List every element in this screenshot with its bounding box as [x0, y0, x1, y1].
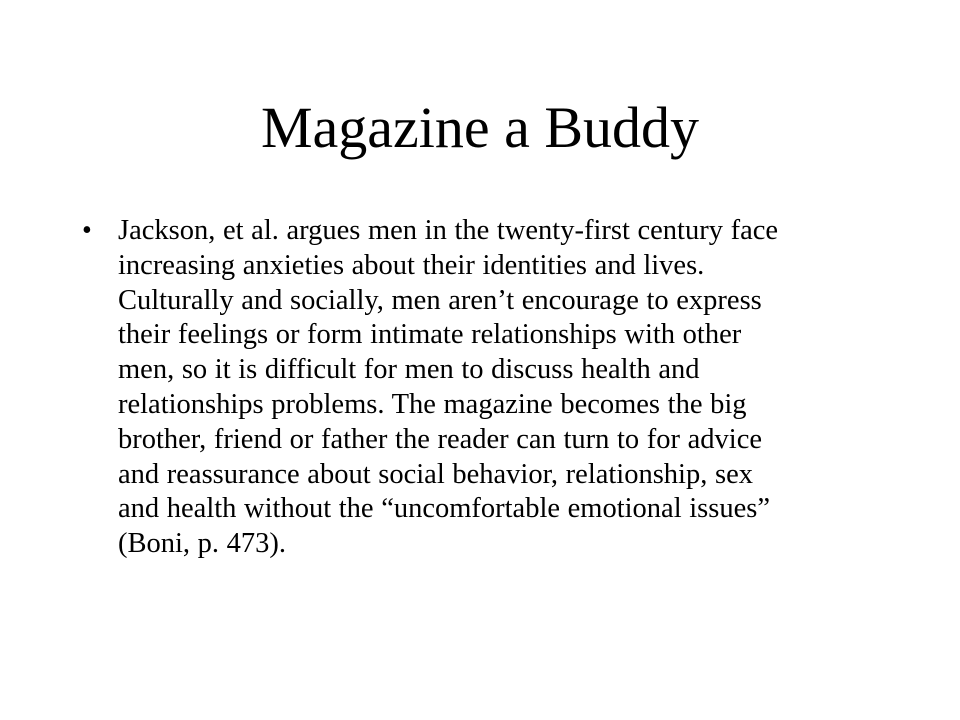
bullet-text: Jackson, et al. argues men in the twenty-first century face increasing anxieties about their identities and lives. Culturally and socially, men aren’t encourage to express their feelings or form intimate relationships with other men, so it is difficult for men to discuss health and relationships problems. The magazine becomes the big brother, friend or father the reader can turn to for advice and reassurance about social behavior, relationship, sex and health without the “uncomfortable emotional issues” (Boni, p. 473). [118, 215, 779, 560]
bullet-icon: • [82, 215, 92, 246]
bullet-item [82, 214, 882, 562]
slide-body [82, 214, 882, 562]
slide-title: Magazine a Buddy [260, 95, 700, 160]
